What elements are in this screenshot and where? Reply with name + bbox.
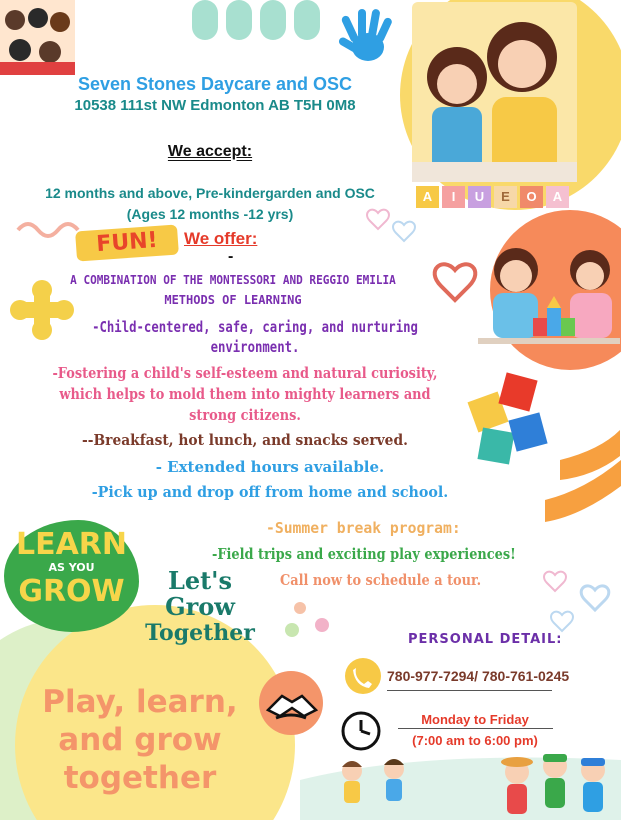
heart-outline-decoration bbox=[393, 222, 415, 241]
learn-logo-line-2: AS YOU bbox=[48, 561, 95, 574]
offer-dash: - bbox=[228, 248, 234, 265]
lets-grow-together-logo bbox=[140, 568, 260, 668]
children-playing-blocks-illustration bbox=[478, 238, 620, 348]
offer-item-child-centered-1: -Child-centered, safe, caring, and nurturing bbox=[92, 318, 418, 336]
we-offer-heading: We offer: bbox=[184, 229, 258, 248]
letter-block: A bbox=[546, 186, 569, 208]
hours-time-text: (7:00 am to 6:00 pm) bbox=[412, 733, 538, 748]
heart-outline-decoration bbox=[544, 572, 566, 591]
offer-item-field-trips: -Field trips and exciting play experiences! bbox=[212, 545, 516, 563]
lets-logo-line-2: Grow bbox=[165, 592, 235, 621]
heart-outline-decoration bbox=[435, 264, 476, 300]
flower-decoration bbox=[285, 602, 329, 637]
letter-block: U bbox=[468, 186, 491, 208]
hours-divider bbox=[398, 728, 553, 729]
teacher-and-child-illustration bbox=[412, 2, 577, 182]
tagline-line-2: and grow bbox=[58, 722, 222, 758]
top-tabs-decoration bbox=[192, 0, 320, 40]
children-hiking-illustration bbox=[495, 750, 621, 820]
address-text: 10538 111st NW Edmonton AB T5H 0M8 bbox=[74, 97, 356, 114]
clock-icon bbox=[340, 710, 382, 752]
children-running-illustration bbox=[330, 755, 420, 820]
call-to-action-text: Call now to schedule a tour. bbox=[280, 571, 482, 589]
tagline-line-1: Play, learn, bbox=[42, 684, 238, 720]
learn-as-you-grow-logo bbox=[4, 520, 139, 632]
phone-icon bbox=[345, 658, 381, 694]
heart-outline-decoration bbox=[581, 586, 609, 610]
blue-handprint-icon bbox=[330, 5, 400, 70]
phone-underline-divider bbox=[387, 690, 552, 691]
we-accept-heading: We accept: bbox=[167, 143, 253, 160]
learn-logo-line-1: LEARN bbox=[15, 527, 128, 562]
lets-logo-line-1: Let's bbox=[167, 566, 233, 595]
letter-block: O bbox=[520, 186, 543, 208]
offer-item-child-centered-2: environment. bbox=[210, 338, 300, 356]
hours-days-text: Monday to Friday bbox=[421, 712, 529, 727]
learn-logo-line-3: GROW bbox=[18, 574, 125, 609]
methods-line-2: METHODS OF LEARNING bbox=[164, 293, 302, 307]
offer-item-extended-hours: - Extended hours available. bbox=[155, 458, 385, 476]
children-group-image bbox=[0, 0, 75, 75]
handshake-icon bbox=[258, 670, 324, 736]
offer-item-fostering-1: -Fostering a child's self-esteem and natural curiosity, bbox=[52, 364, 438, 382]
fun-badge-text: FUN! bbox=[95, 227, 159, 258]
heart-outline-decoration bbox=[551, 612, 573, 631]
lets-logo-line-3: Together bbox=[145, 620, 255, 646]
offer-item-fostering-3: strong citizens. bbox=[189, 406, 301, 424]
accept-range-text: (Ages 12 months -12 yrs) bbox=[126, 206, 294, 222]
methods-line-1: A COMBINATION OF THE MONTESSORI AND REGGIO EMILIA bbox=[70, 273, 396, 287]
daycare-name-title: Seven Stones Daycare and OSC bbox=[77, 74, 353, 94]
letter-blocks bbox=[416, 186, 576, 210]
offer-item-pickup: -Pick up and drop off from home and school. bbox=[91, 483, 449, 501]
offer-item-summer-break: -Summer break program: bbox=[266, 519, 461, 537]
squiggle-decoration bbox=[18, 224, 78, 236]
letter-block: I bbox=[442, 186, 465, 208]
offer-item-fostering-2: which helps to mold them into mighty learners and bbox=[59, 385, 431, 403]
phone-numbers-text: 780-977-7294/ 780-761-0245 bbox=[387, 668, 570, 684]
tagline-line-3: together bbox=[63, 760, 217, 796]
offer-item-meals: --Breakfast, hot lunch, and snacks served. bbox=[82, 431, 408, 449]
letter-block: A bbox=[416, 186, 439, 208]
personal-detail-heading: PERSONAL DETAIL: bbox=[408, 632, 563, 647]
accept-ages-text: 12 months and above, Pre-kindergarden and OSC bbox=[45, 185, 375, 201]
letter-block: E bbox=[494, 186, 517, 208]
